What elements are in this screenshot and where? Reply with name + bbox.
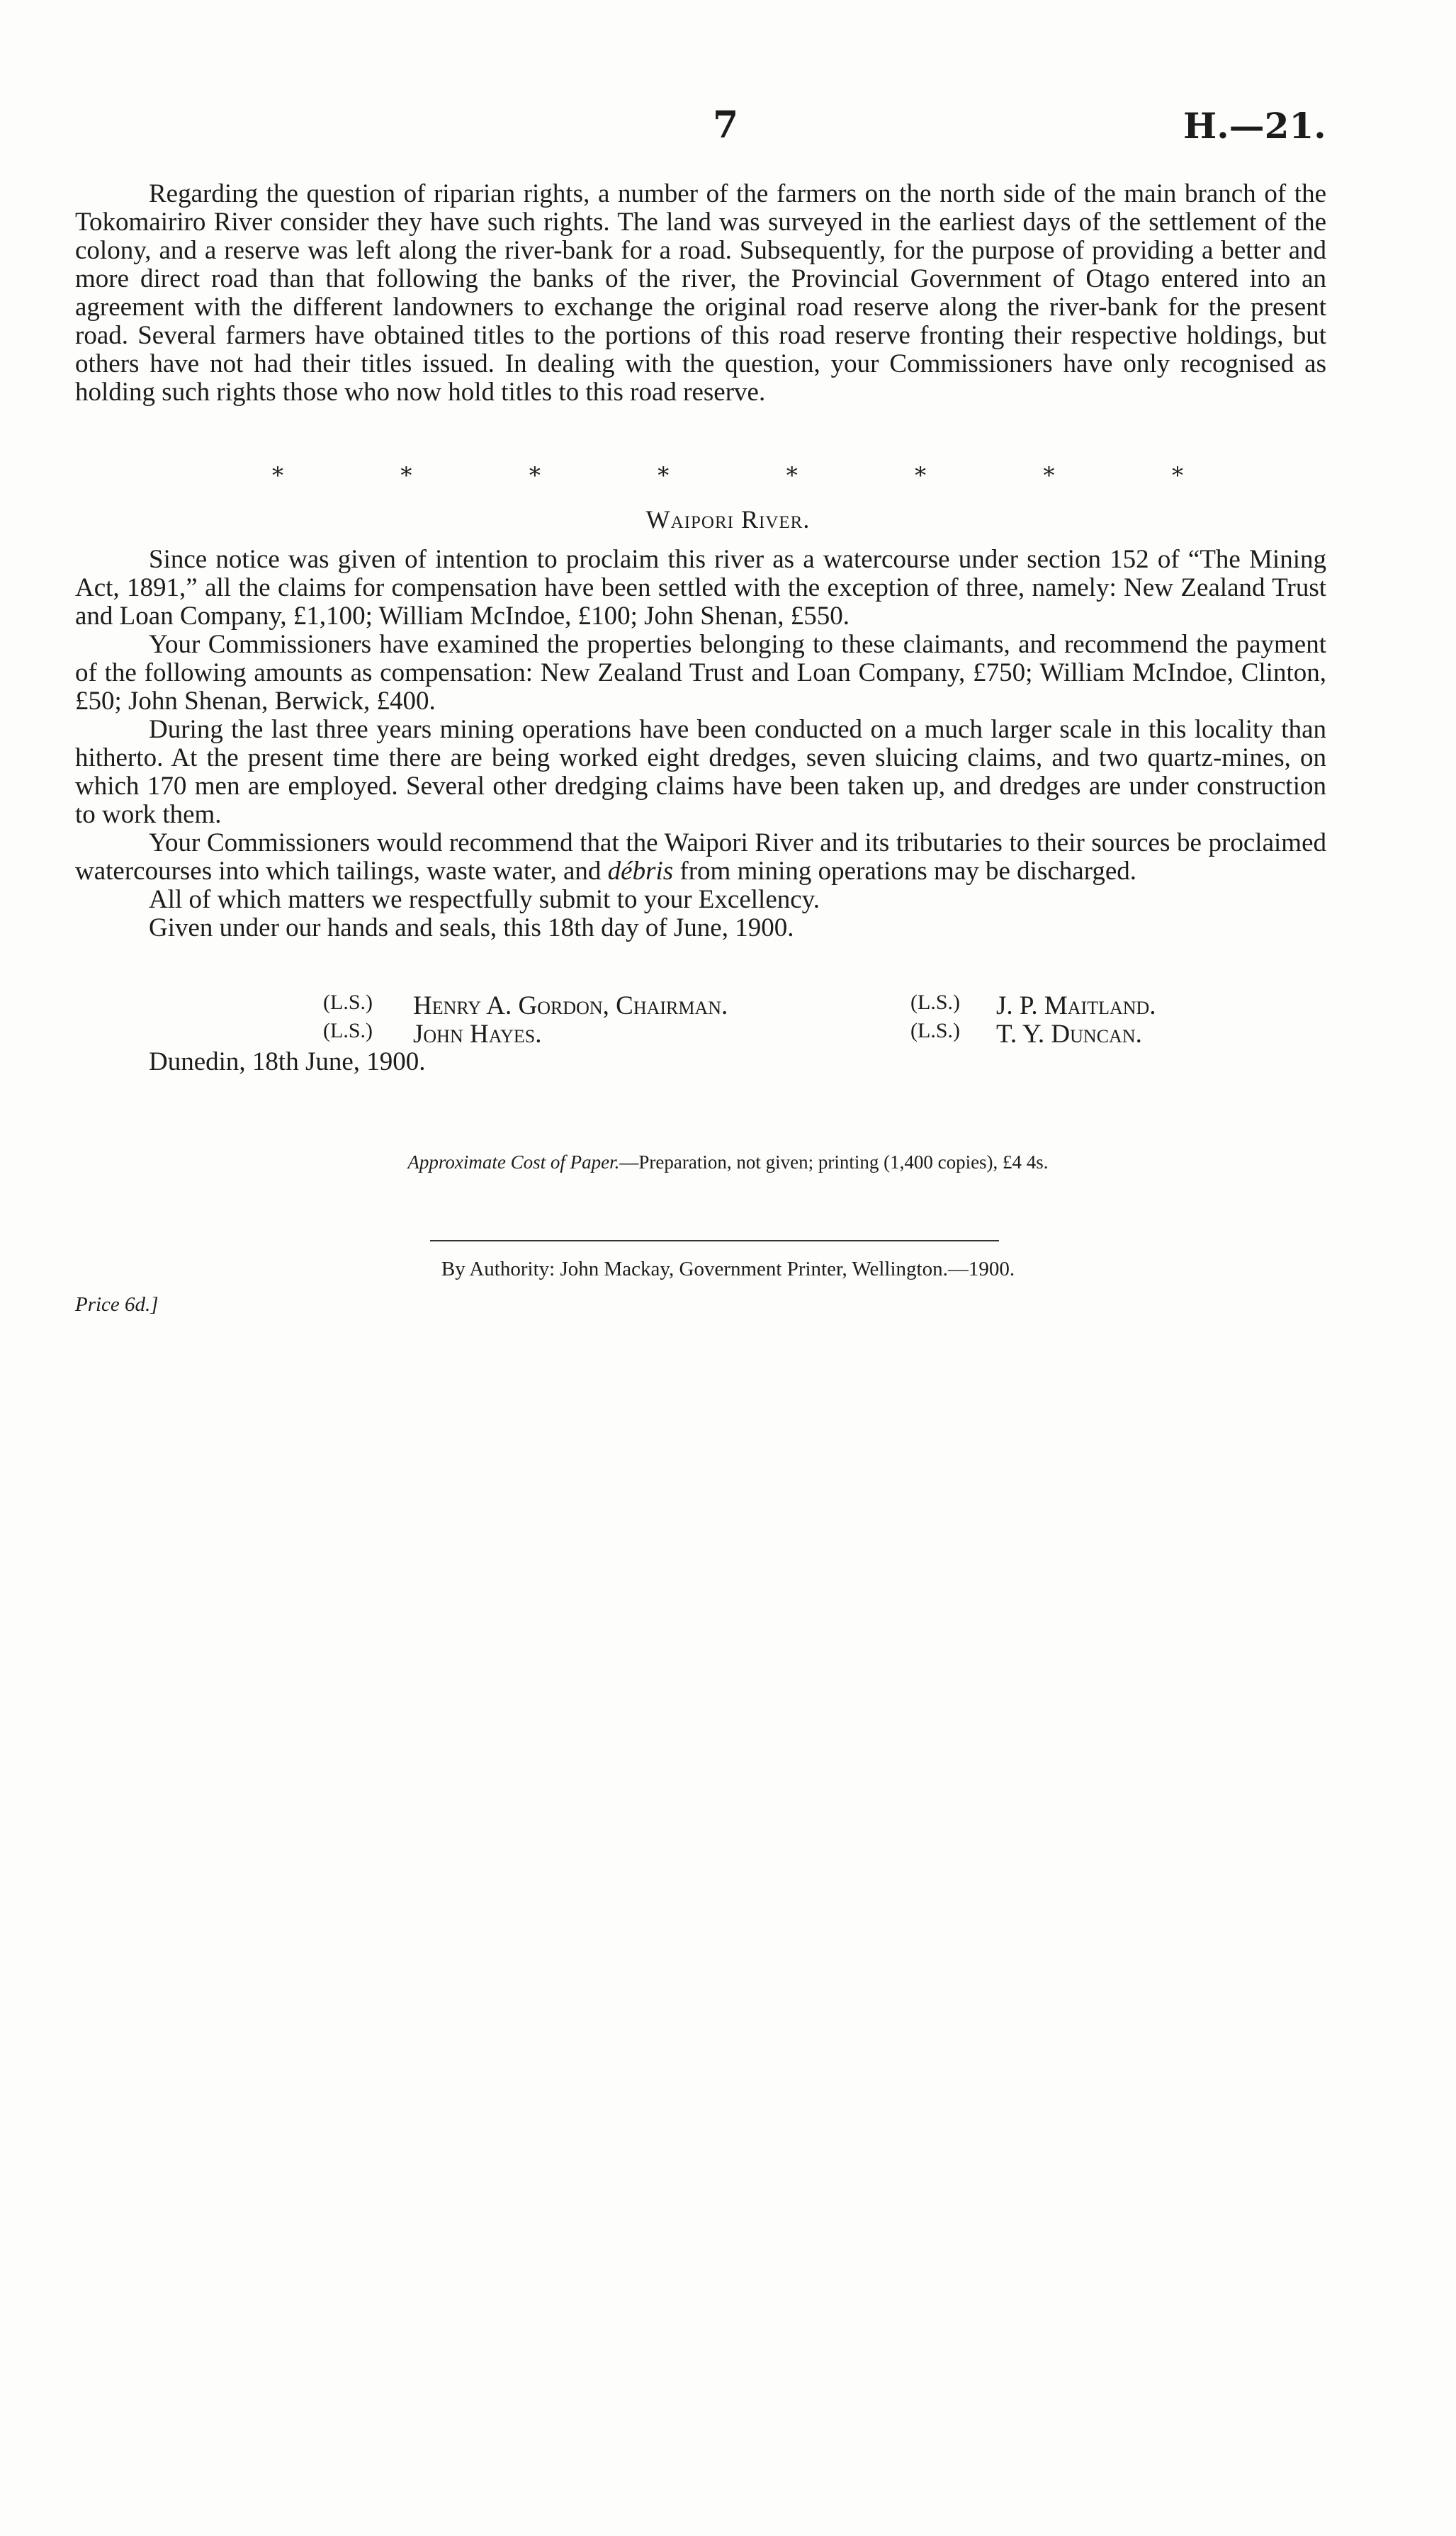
cost-of-paper xyxy=(0,1151,1456,1173)
signatory-name: J. P. Maitland. xyxy=(996,991,1156,1020)
separator-star: * xyxy=(272,462,283,489)
document-reference: H.—21. xyxy=(1183,105,1326,147)
waipori-section xyxy=(75,546,1326,942)
separator-star: * xyxy=(1171,462,1183,489)
recommendation-text-end: from mining operations may be discharged. xyxy=(679,857,1137,886)
seal-mark: (L.S.) xyxy=(910,1019,960,1042)
seal-mark: (L.S.) xyxy=(323,1019,373,1042)
price-note: Price 6d.] xyxy=(75,1293,159,1316)
waipori-paragraph-given: Given under our hands and seals, this 18th day of June, 1900. xyxy=(149,913,794,942)
seal-mark: (L.S.) xyxy=(910,991,960,1014)
page-number: 7 xyxy=(713,103,739,147)
waipori-paragraph-compensation: Your Commissioners have examined the properties belonging to these claimants, and recommend the payment of the following amounts as compensation: New Zealand Trust and Loan Company, £750; William McIndoe, Clinton, £50; John Shenan, Berwick, £400. xyxy=(75,630,1326,716)
separator-star: * xyxy=(529,462,541,489)
dateline: Dunedin, 18th June, 1900. xyxy=(149,1047,426,1076)
recommendation-text-start: Your Commissioners would recommend that the Waipori River and its tributaries to their sources be proclaimed watercourses into which tailings, waste water, and xyxy=(75,828,1326,886)
waipori-paragraph-notice: Since notice was given of intention to proclaim this river as a watercourse under section 152 of “The Mining Act, 1891,” all the claims for compensation have been settled with the exception of three, namely: New Zealand Trust and Loan Company, £1,100; William McIndoe, £100; John Shenan, £550. xyxy=(75,545,1326,631)
recommendation-italic-word: débris xyxy=(607,857,674,886)
waipori-paragraph-submission: All of which matters we respectfully submit to your Excellency. xyxy=(149,885,820,914)
signatory-name: T. Y. Duncan. xyxy=(996,1020,1142,1049)
separator-star: * xyxy=(915,462,927,489)
section-separator xyxy=(267,462,1188,489)
cost-label: Approximate Cost of Paper. xyxy=(407,1151,620,1173)
separator-star: * xyxy=(658,462,670,489)
signatory-name: Henry A. Gordon, Chairman. xyxy=(413,991,728,1020)
seal-mark: (L.S.) xyxy=(323,991,373,1014)
printer-imprint: By Authority: John Mackay, Government Printer, Wellington.—1900. xyxy=(441,1258,1015,1280)
cost-text: —Preparation, not given; printing (1,400 copies), £4 4s. xyxy=(619,1151,1049,1173)
separator-star: * xyxy=(786,462,798,489)
signatory-name: John Hayes. xyxy=(413,1020,542,1049)
separator-star: * xyxy=(1043,462,1055,489)
waipori-paragraph-mining: During the last three years mining operations have been conducted on a much larger scale in this locality than hitherto. At the present time there are being worked eight dredges, seven sluicing claims, and two quartz-mines, on which 170 men are employed. Several other dredging claims have been taken up, and dredges are under construction to work them. xyxy=(75,715,1326,829)
separator-star: * xyxy=(400,462,412,489)
riparian-rights-paragraph: Regarding the question of riparian rights, a number of the farmers on the north side of the main branch of the Tokomairiro River consider they have such rights. The land was surveyed in the earliest days of the settlement of the colony, and a reserve was left along the river-bank for a road. Subsequently, for the purpose of providing a better and more direct road than that following the banks of the river, the Provincial Government of Otago entered into an agreement with the different landowners to exchange the original road reserve along the river-bank for the present road. Several farmers have obtained titles to the portions of this road reserve fronting their respective holdings, but others have not had their titles issued. In dealing with the question, your Commissioners have only recognised as holding such rights those who now hold titles to this road reserve. xyxy=(75,179,1326,407)
section-heading-waipori-river: Waipori River. xyxy=(645,505,811,534)
waipori-paragraph-recommendation xyxy=(75,829,1326,886)
footer-rule xyxy=(430,1240,999,1241)
